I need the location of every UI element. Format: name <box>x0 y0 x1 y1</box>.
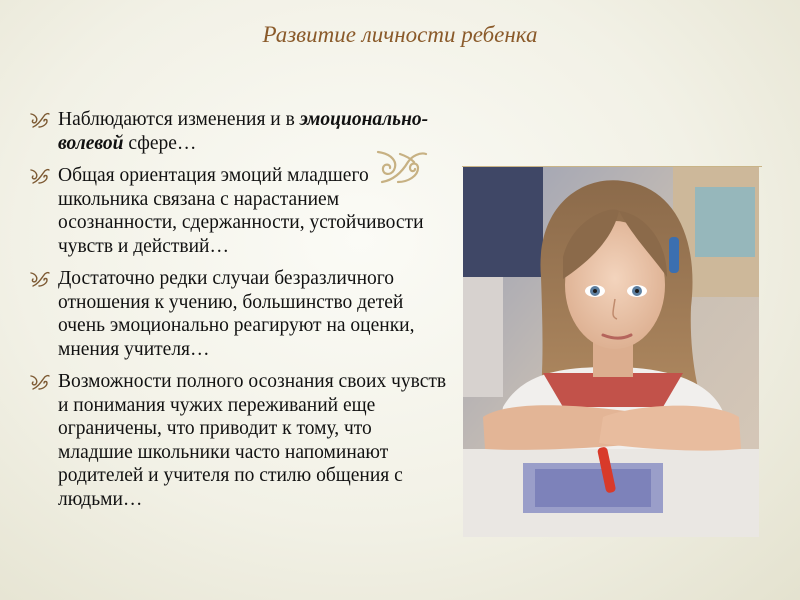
bullet-list <box>30 108 450 520</box>
photo-schoolgirl-at-desk <box>463 167 759 537</box>
list-item <box>30 370 450 511</box>
list-item <box>30 267 450 361</box>
bullet-text: Возможности полного осознания своих чувств и понимания чужих переживаний еще ограничены, что приводит к тому, что младшие школьники часто напоминают родителей и учителя по стилю общения с людьми… <box>58 371 447 510</box>
bullet-text-end: сфере… <box>123 132 197 154</box>
list-item <box>30 164 450 258</box>
bullet-emphasis: эмоционально-волевой <box>58 109 429 154</box>
swirl-bullet-icon <box>30 374 50 390</box>
swirl-bullet-icon <box>30 168 50 184</box>
slide-title: Развитие личности ребенка <box>262 22 538 47</box>
swirl-bullet-icon <box>30 271 50 287</box>
bullet-text-start: Наблюдаются изменения и в <box>58 109 300 130</box>
bullet-text: Общая ориентация эмоций младшего школьника связана с нарастанием осознанности, сдержанности, устойчивости чувств и действий… <box>58 165 424 257</box>
swirl-bullet-icon <box>30 112 50 128</box>
list-item <box>30 108 450 155</box>
bullet-text: Достаточно редки случаи безразличного отношения к учению, большинство детей очень эмоционально реагируют на оценки, мнения учителя… <box>58 268 415 360</box>
